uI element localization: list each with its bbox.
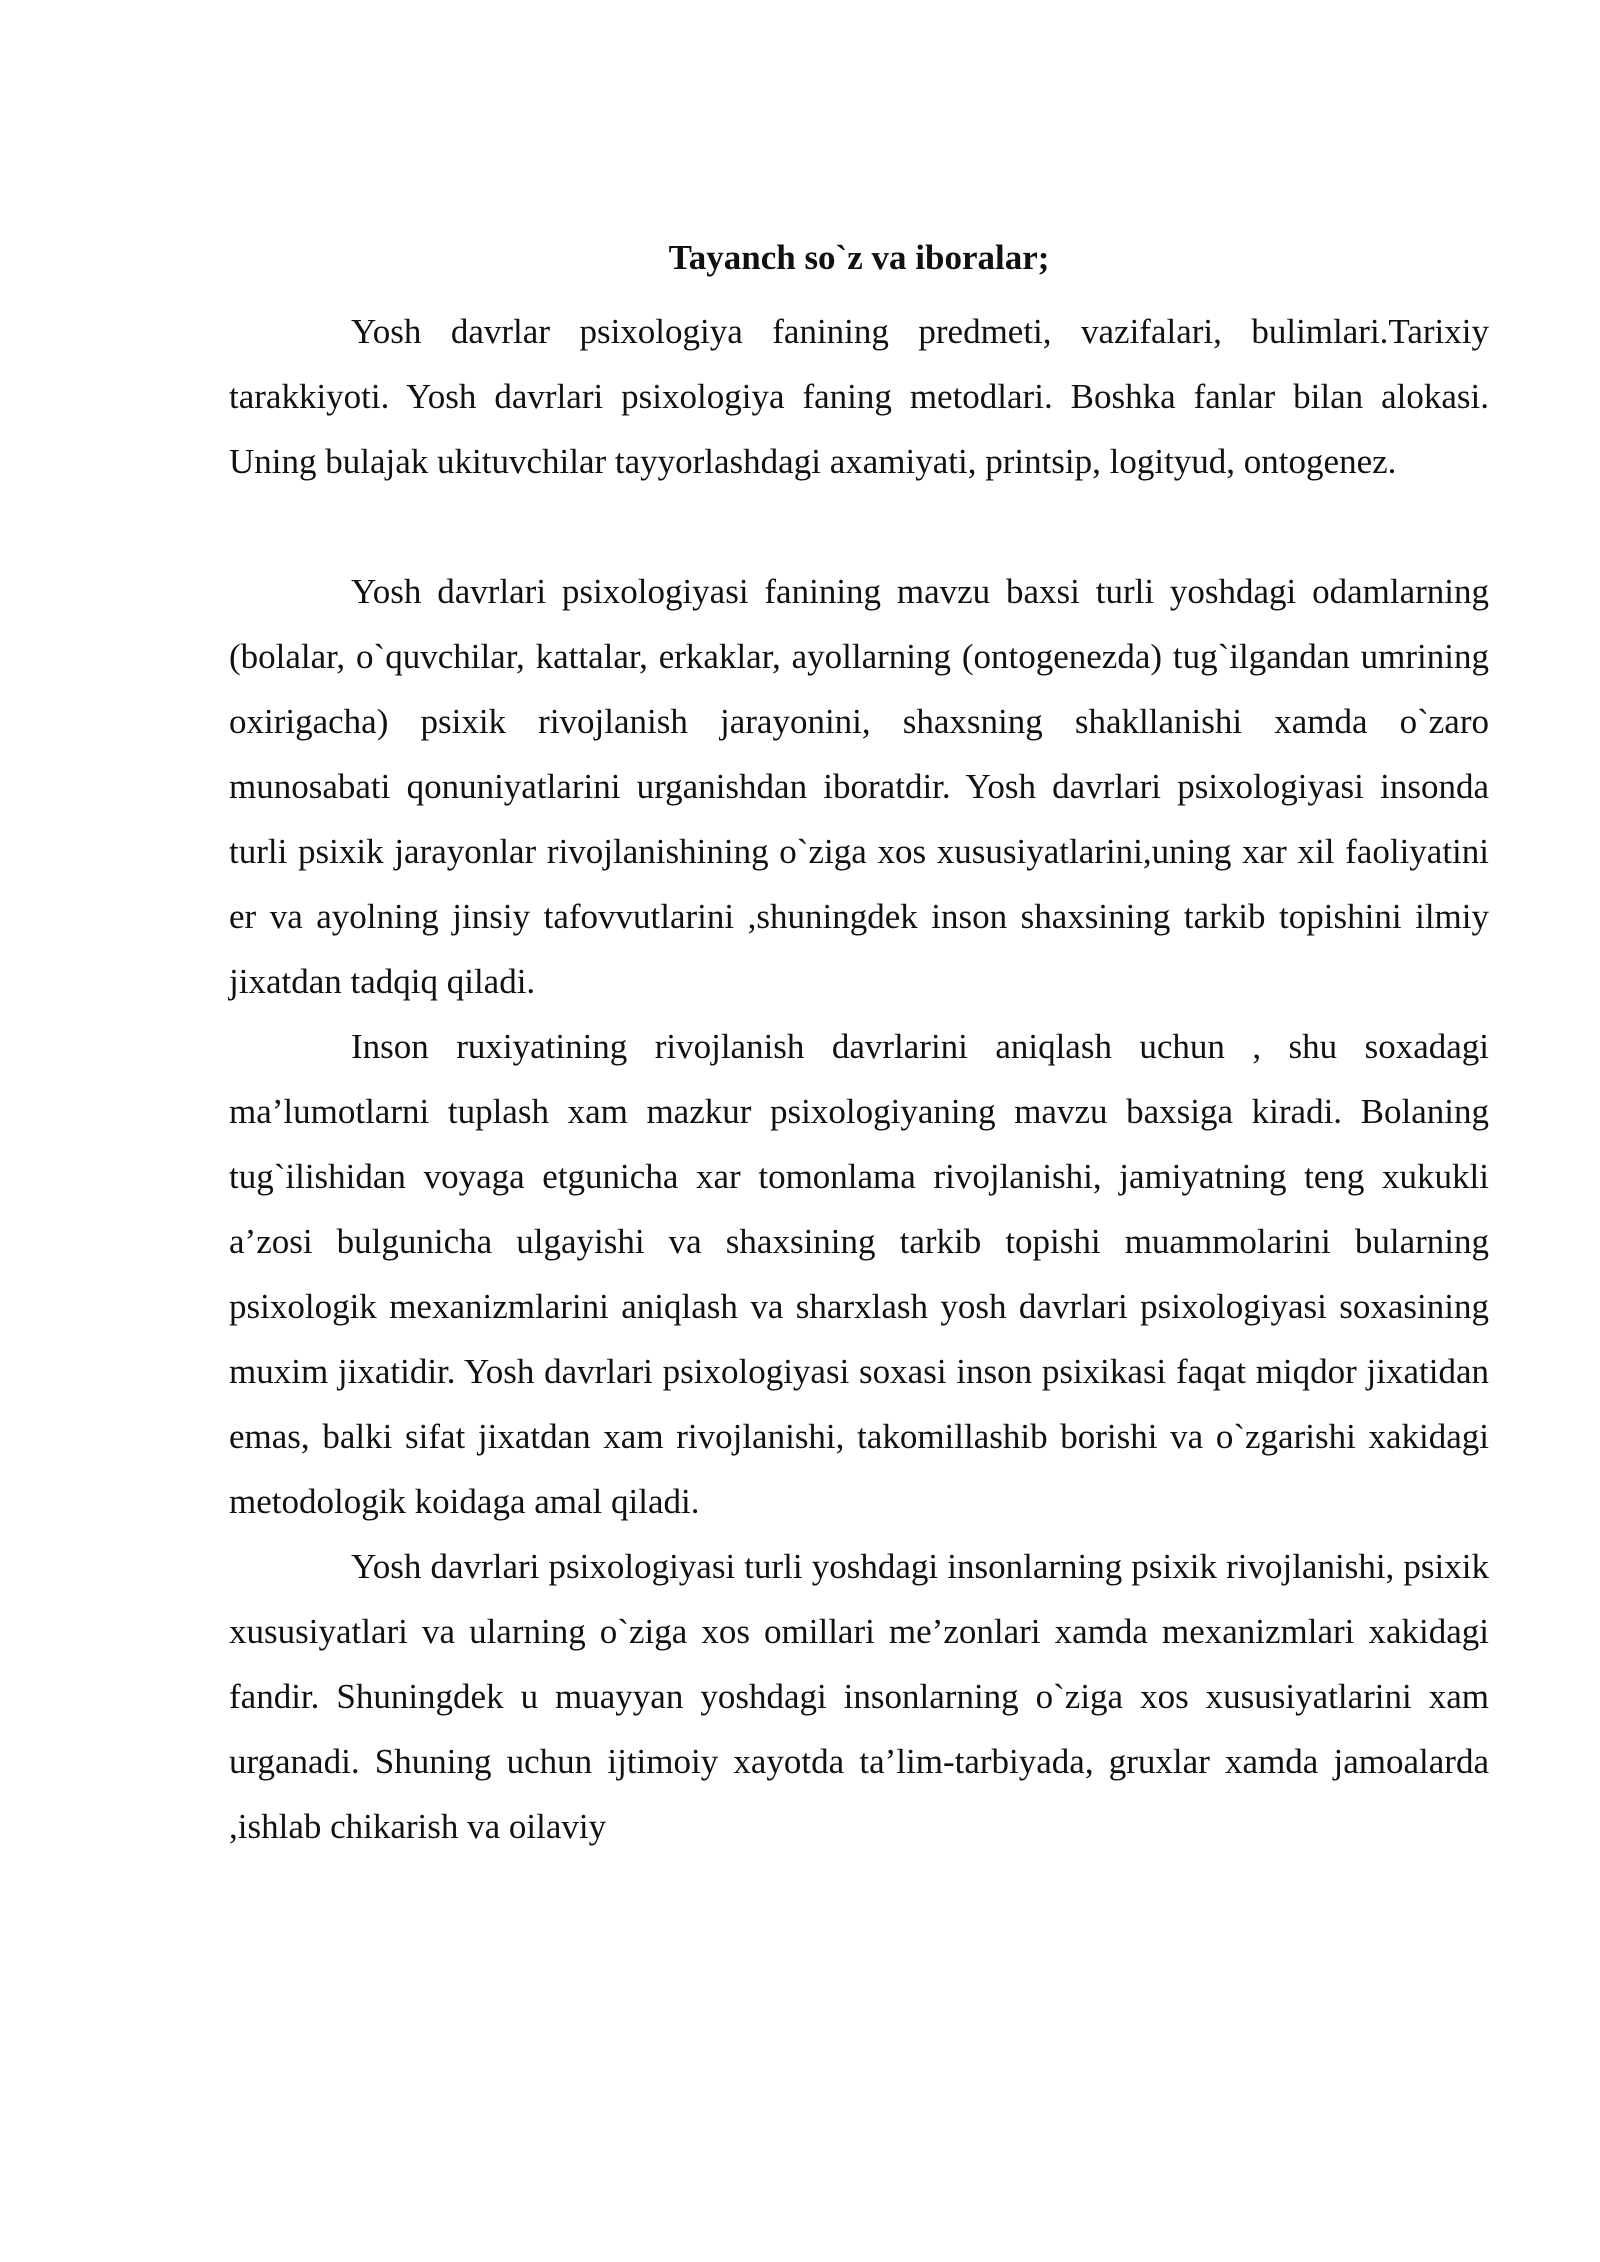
page-title: Tayanch so`z va iboralar; bbox=[668, 238, 1050, 277]
paragraph-4: Yosh davrlari psixologiyasi turli yoshdagi insonlarning psixik rivojlanishi, psixik xususiyatlari va ularning o`ziga xos omillari me’zonlari xamda mexanizmlari xakidagi fandir. Shuningdek u muayyan yoshdagi insonlarning o`ziga xos xususiyatlarini xam urganadi. Shuning uchun ijtimoiy xayotda ta’lim-tarbiyada, gruxlar xamda jamoalarda ,ishlab chikarish va oilaviy bbox=[229, 1547, 1489, 1846]
paragraph-2: Yosh davrlari psixologiyasi fanining mavzu baxsi turli yoshdagi odamlarning (bolalar, o`quvchilar, kattalar, erkaklar, ayollarning (ontogenezda) tug`ilgandan umrining oxirigacha) psixik rivojlanish jarayonini, shaxsning shakllanishi xamda o`zaro munosabati qonuniyatlarini urganishdan iboratdir. Yosh davrlari psixologiyasi insonda turli psixik jarayonlar rivojlanishining o`ziga xos xususiyatlarini,uning xar xil faoliyatini er va ayolning jinsiy tafovvutlarini ,shuningdek inson shaxsining tarkib topishini ilmiy jixatdan tadqiq qiladi. bbox=[229, 572, 1489, 1001]
paragraph-1: Yosh davrlar psixologiya fanining predmeti, vazifalari, bulimlari.Tarixiy tarakkiyoti. Yosh davrlari psixologiya faning metodlari. Boshka fanlar bilan alokasi. Uning bulajak ukituvchilar tayyorlashdagi axamiyati, printsip, logityud, ontogenez. bbox=[229, 312, 1489, 481]
document-body bbox=[229, 232, 1489, 1859]
paragraph-3: Inson ruxiyatining rivojlanish davrlarini aniqlash uchun , shu soxadagi ma’lumotlarni tuplash xam mazkur psixologiyaning mavzu baxsiga kiradi. Bolaning tug`ilishidan voyaga etgunicha xar tomonlama rivojlanishi, jamiyatning teng xukukli a’zosi bulgunicha ulgayishi va shaxsining tarkib topishi muammolarini bularning psixologik mexanizmlarini aniqlash va sharxlash yosh davrlari psixologiyasi soxasining muxim jixatidir. Yosh davrlari psixologiyasi soxasi inson psixikasi faqat miqdor jixatidan emas, balki sifat jixatdan xam rivojlanishi, takomillashib borishi va o`zgarishi xakidagi metodologik koidaga amal qiladi. bbox=[229, 1027, 1489, 1521]
